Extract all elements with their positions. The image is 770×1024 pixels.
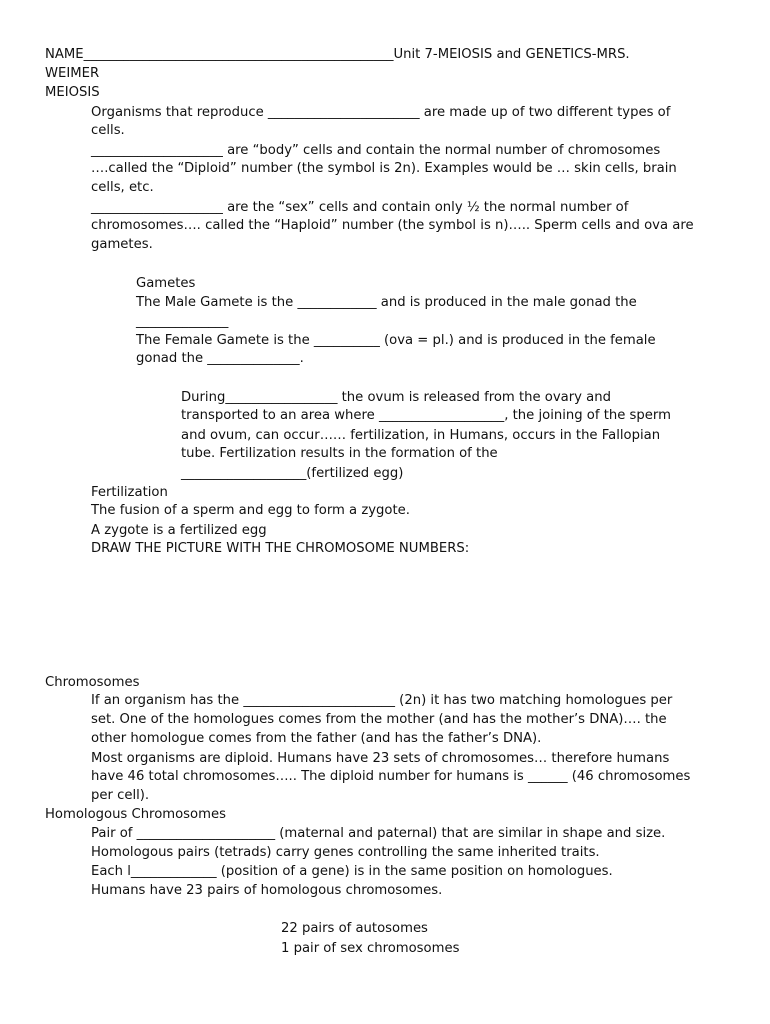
during-line: and ovum, can occur…… fertilization, in Humans, occurs in the Fallopian [181, 428, 661, 443]
meiosis-p3-line: gametes. [91, 237, 153, 252]
fertilization-line: The fusion of a sperm and egg to form a zygote. [91, 503, 410, 518]
chromosomes-p2-line: Most organisms are diploid. Humans have 23 sets of chromosomes… therefore humans [91, 751, 670, 766]
meiosis-p2-line: ____________________ are “body” cells and contain the normal number of chromosomes [91, 143, 661, 158]
chromosomes-p2-line: have 46 total chromosomes….. The diploid number for humans is ______ (46 chromosomes [91, 769, 691, 784]
meiosis-p2-line: cells, etc. [91, 180, 154, 195]
during-line: During_________________ the ovum is released from the ovary and [181, 390, 611, 405]
chromosomes-p1-line: If an organism has the _______________________ (2n) it has two matching homologues per [91, 693, 673, 708]
header-name-line: NAME_______________________________________________Unit 7-MEIOSIS and GENETICS-MRS. [45, 47, 630, 62]
chromosomes-p2-line: per cell). [91, 788, 150, 803]
gametes-female-line: The Female Gamete is the __________ (ova = pl.) and is produced in the female [136, 333, 656, 348]
gametes-male-line: ______________ [136, 314, 229, 329]
fertilization-line: A zygote is a fertilized egg [91, 523, 267, 538]
gametes-heading: Gametes [136, 276, 196, 291]
meiosis-p1-line: Organisms that reproduce _______________________ are made up of two different types of [91, 105, 671, 120]
fertilization-heading: Fertilization [91, 485, 168, 500]
chromosomes-heading: Chromosomes [45, 675, 140, 690]
meiosis-p3-line: chromosomes…. called the “Haploid” number (the symbol is n)….. Sperm cells and ova are [91, 218, 694, 233]
sex-chromosomes-summary: 1 pair of sex chromosomes [281, 941, 460, 956]
gametes-female-line: gonad the ______________. [136, 351, 304, 366]
homologous-line: Humans have 23 pairs of homologous chromosomes. [91, 883, 443, 898]
meiosis-p2-line: ….called the “Diploid” number (the symbol is 2n). Examples would be … skin cells, brain [91, 161, 677, 176]
header-teacher-line: WEIMER [45, 66, 100, 81]
autosomes-summary: 22 pairs of autosomes [281, 921, 428, 936]
meiosis-p1-line: cells. [91, 123, 125, 138]
meiosis-p3-line: ____________________ are the “sex” cells and contain only ½ the normal number of [91, 200, 629, 215]
during-line: ___________________(fertilized egg) [181, 466, 404, 481]
fertilization-instruction: DRAW THE PICTURE WITH THE CHROMOSOME NUMBERS: [91, 541, 470, 556]
during-line: transported to an area where ___________________, the joining of the sperm [181, 408, 671, 423]
chromosomes-p1-line: other homologue comes from the father (and has the father’s DNA). [91, 731, 542, 746]
homologous-line: Pair of _____________________ (maternal and paternal) that are similar in shape and size. [91, 826, 666, 841]
during-line: tube. Fertilization results in the formation of the [181, 446, 498, 461]
homologous-line: Homologous pairs (tetrads) carry genes controlling the same inherited traits. [91, 845, 600, 860]
meiosis-heading: MEIOSIS [45, 85, 100, 100]
homologous-line: Each l_____________ (position of a gene) is in the same position on homologues. [91, 864, 613, 879]
gametes-male-line: The Male Gamete is the ____________ and is produced in the male gonad the [136, 295, 637, 310]
homologous-heading: Homologous Chromosomes [45, 807, 226, 822]
chromosomes-p1-line: set. One of the homologues comes from the mother (and has the mother’s DNA)…. the [91, 712, 667, 727]
